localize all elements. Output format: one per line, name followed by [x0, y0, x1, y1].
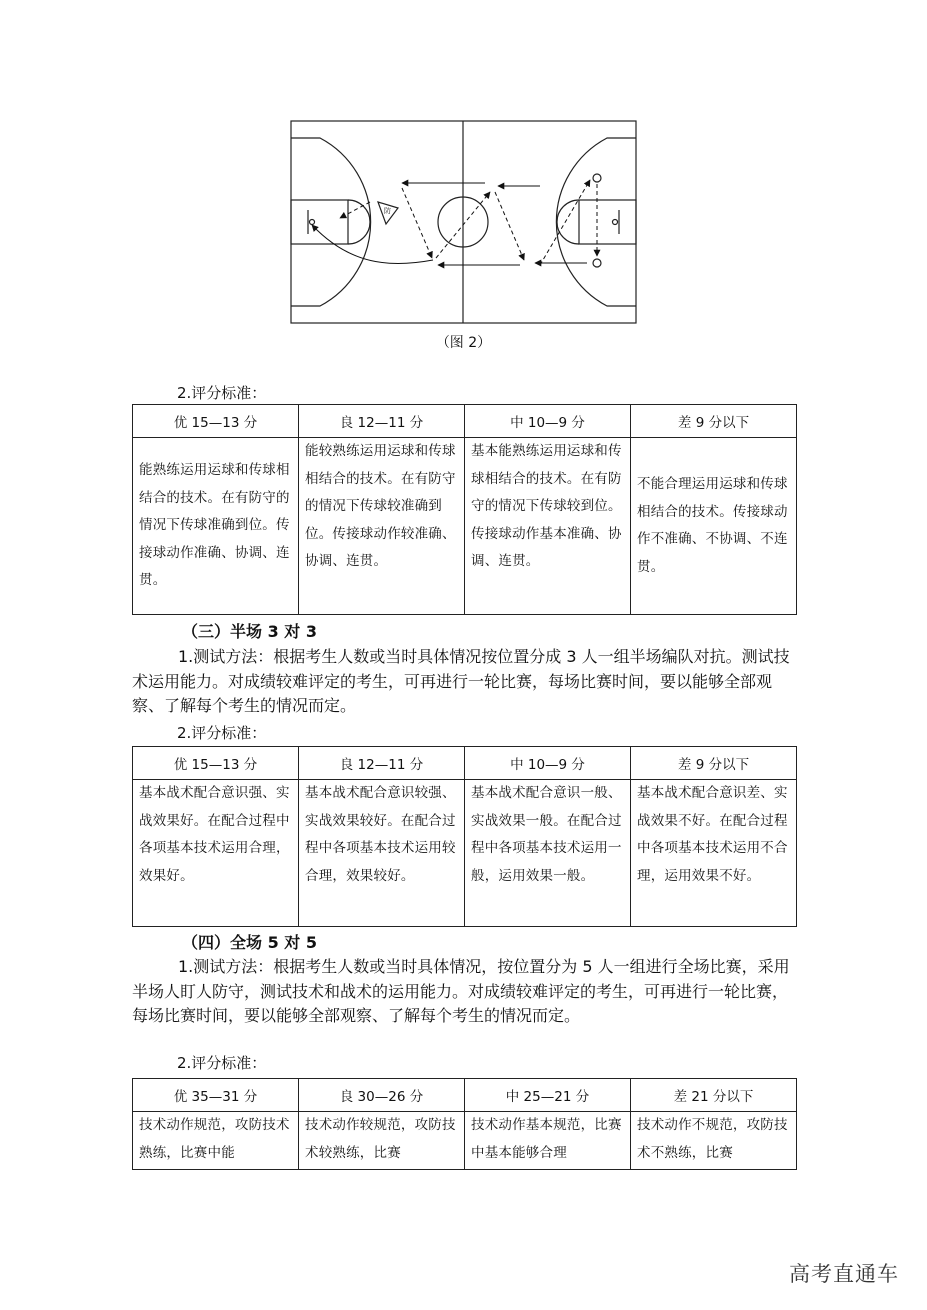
table-cell: 技术动作较规范，攻防技术较熟练，比赛	[305, 1117, 456, 1161]
section2-criteria-table	[132, 404, 797, 615]
basketball-court-diagram	[290, 120, 637, 324]
section4-title: （四）全场 5 对 5	[182, 933, 317, 952]
table-header: 优 15—13 分	[133, 747, 299, 780]
section4-criteria-label: 2.评分标准：	[177, 1054, 267, 1072]
table-cell: 基本战术配合意识较强、实战效果较好。在配合过程中各项基本技术运用较合理，效果较好。	[305, 785, 456, 884]
table-cell: 技术动作不规范，攻防技术不熟练，比赛	[637, 1117, 788, 1161]
table-cell: 能较熟练运用运球和传球相结合的技术。在有防守的情况下传球较准确到位。传接球动作较准确、协调、连贯。	[305, 443, 456, 569]
table-cell: 技术动作规范，攻防技术熟练，比赛中能	[139, 1117, 290, 1161]
table-header: 中 10—9 分	[465, 405, 631, 438]
table-header: 优 35—31 分	[133, 1079, 299, 1112]
section3-method: 1.测试方法：根据考生人数或当时具体情况按位置分成 3 人一组半场编队对抗。测试技术运用能力。对成绩较难评定的考生，可再进行一轮比赛，每场比赛时间，要以能够全部观察、了解每个考生的情况而定。	[132, 647, 790, 715]
table-header: 优 15—13 分	[133, 405, 299, 438]
left-key	[291, 200, 348, 244]
right-free-throw-arc	[557, 200, 579, 244]
figure-caption: （图 2）	[435, 335, 492, 351]
table-header: 良 12—11 分	[299, 405, 465, 438]
table-header: 差 21 分以下	[631, 1079, 797, 1112]
player-marker	[593, 259, 601, 267]
section3-criteria-label: 2.评分标准：	[177, 724, 267, 742]
table-header: 差 9 分以下	[631, 405, 797, 438]
table-cell: 基本战术配合意识强、实战效果好。在配合过程中各项基本技术运用合理，效果好。	[139, 785, 290, 884]
left-free-throw-arc	[348, 200, 370, 244]
table-header: 差 9 分以下	[631, 747, 797, 780]
watermark: 高考直通车	[789, 1262, 899, 1286]
player-marker	[593, 174, 601, 182]
left-three-point-arc	[291, 138, 371, 306]
right-key	[579, 200, 636, 244]
section4-method: 1.测试方法：根据考生人数或当时具体情况，按位置分为 5 人一组进行全场比赛，采用半场人盯人防守，测试技术和战术的运用能力。对成绩较难评定的考生，可再进行一轮比赛，每场比赛时间，要以能够全部观察、了解每个考生的情况而定。	[132, 957, 790, 1025]
table-cell: 能熟练运用运球和传球相结合的技术。在有防守的情况下传球准确到位。传接球动作准确、协调、连贯。	[139, 462, 290, 589]
table-header: 中 25—21 分	[465, 1079, 631, 1112]
table-cell: 基本战术配合意识差、实战效果不好。在配合过程中各项基本技术运用不合理，运用效果不好。	[637, 785, 788, 884]
svg-text:防: 防	[384, 207, 391, 215]
table-header: 良 30—26 分	[299, 1079, 465, 1112]
right-three-point-arc	[556, 138, 636, 306]
section4-criteria-table	[132, 1078, 797, 1170]
table-cell: 基本战术配合意识一般、实战效果一般。在配合过程中各项基本技术运用一般，运用效果一般。	[471, 785, 622, 884]
table-cell: 基本能熟练运用运球和传球相结合的技术。在有防守的情况下传球较到位。传接球动作基本准确、协调、连贯。	[471, 443, 622, 569]
section3-criteria-table	[132, 746, 797, 927]
section3-title: （三）半场 3 对 3	[182, 622, 317, 641]
table-cell: 技术动作基本规范，比赛中基本能够合理	[471, 1117, 622, 1161]
table-cell: 不能合理运用运球和传球相结合的技术。传接球动作不准确、不协调、不连贯。	[637, 476, 788, 575]
table-header: 良 12—11 分	[299, 747, 465, 780]
table-header: 中 10—9 分	[465, 747, 631, 780]
section2-criteria-label: 2.评分标准：	[177, 384, 267, 402]
